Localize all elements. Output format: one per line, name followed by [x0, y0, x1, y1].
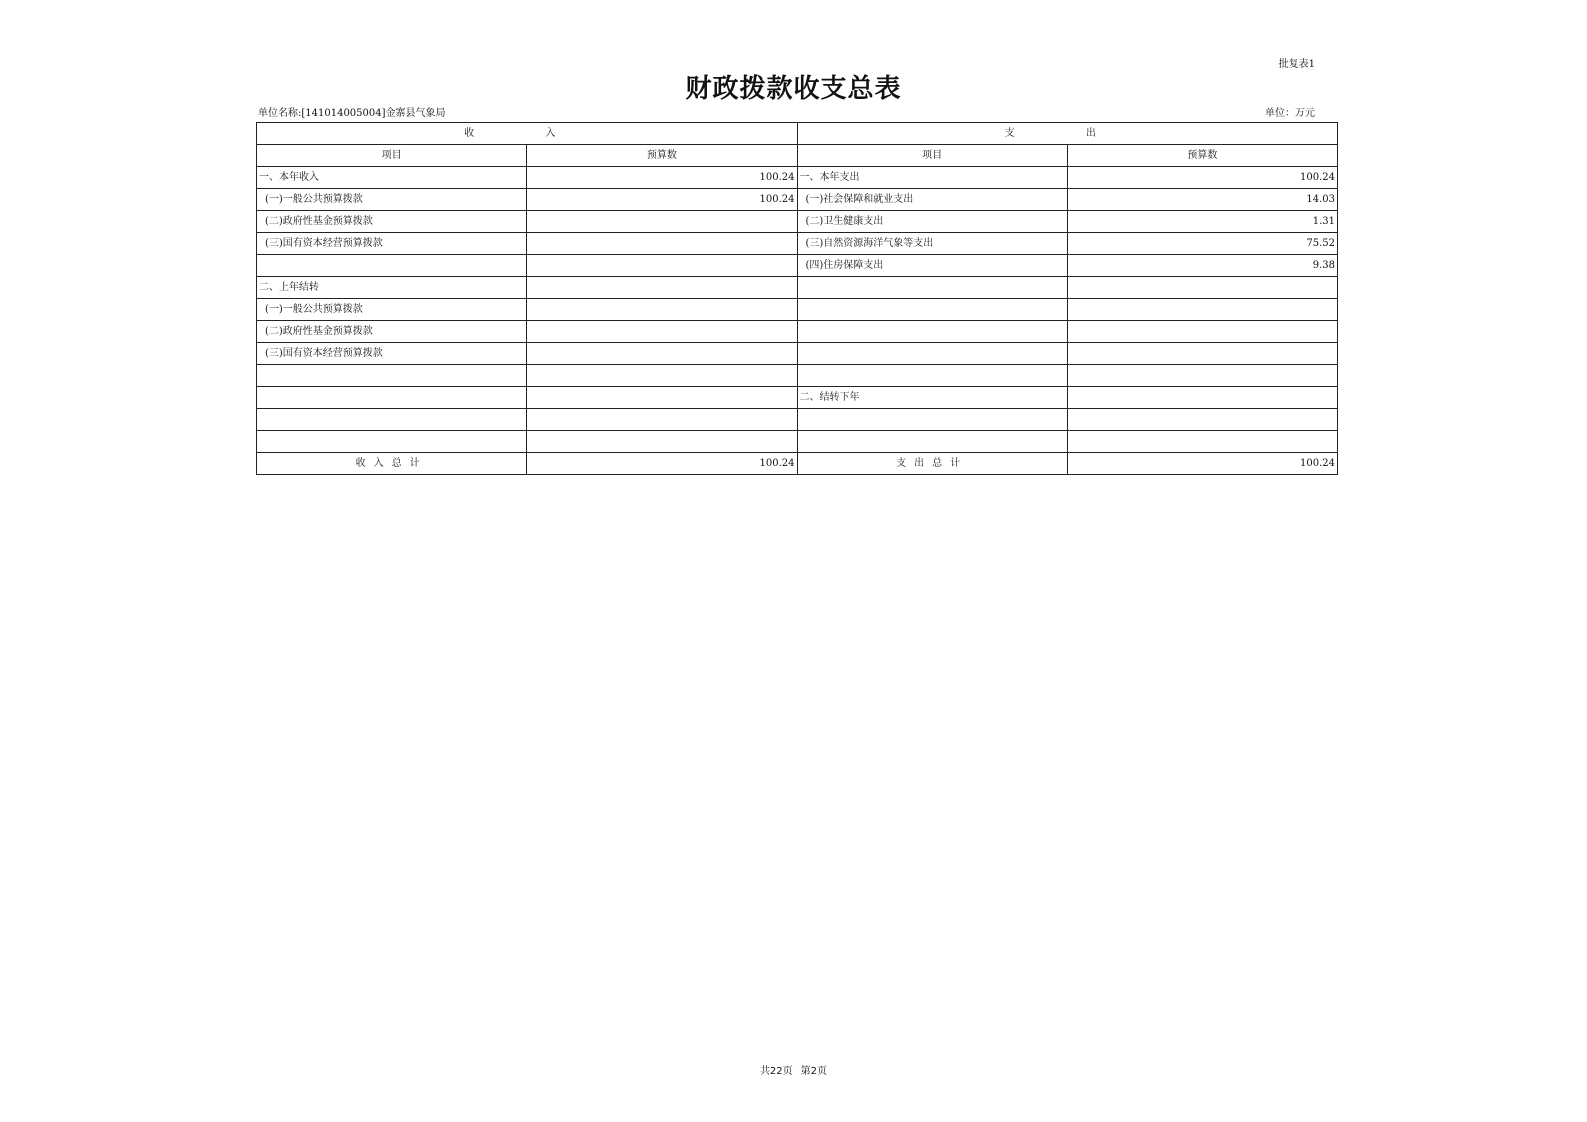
expense-value-cell — [1067, 277, 1337, 299]
expense-value-cell — [1067, 321, 1337, 343]
expense-value-cell: 9.38 — [1067, 255, 1337, 277]
expense-item-cell: (四)住房保障支出 — [797, 255, 1067, 277]
expense-item-cell — [797, 343, 1067, 365]
approval-form-label: 批复表1 — [1278, 59, 1315, 70]
income-budget-column-header: 预算数 — [527, 145, 797, 167]
income-value-cell — [527, 387, 797, 409]
expense-section-header: 支 出 — [797, 123, 1338, 145]
table-row — [257, 343, 1338, 365]
expense-item-cell — [797, 321, 1067, 343]
expense-item-cell: (一)社会保障和就业支出 — [797, 189, 1067, 211]
column-header-row — [257, 145, 1338, 167]
income-item-cell: (一)一般公共预算拨款 — [257, 189, 527, 211]
table-row — [257, 233, 1338, 255]
income-value-cell — [527, 299, 797, 321]
table-row — [257, 277, 1338, 299]
table-row — [257, 167, 1338, 189]
income-item-cell — [257, 255, 527, 277]
table-row — [257, 189, 1338, 211]
table-row — [257, 409, 1338, 431]
expense-item-cell: 二、结转下年 — [797, 387, 1067, 409]
expense-value-cell — [1067, 299, 1337, 321]
total-pages: 共22页 — [759, 1066, 793, 1077]
unit-measure: 单位：万元 — [1265, 108, 1315, 119]
income-item-cell — [257, 387, 527, 409]
totals-row — [257, 453, 1338, 475]
income-item-cell — [257, 365, 527, 387]
expense-value-cell: 100.24 — [1067, 167, 1337, 189]
expense-item-cell — [797, 277, 1067, 299]
income-item-cell: 二、上年结转 — [257, 277, 527, 299]
table-row — [257, 321, 1338, 343]
income-item-column-header: 项目 — [257, 145, 527, 167]
table-row — [257, 365, 1338, 387]
income-item-cell: (二)政府性基金预算拨款 — [257, 211, 527, 233]
section-header-row — [257, 123, 1338, 145]
income-value-cell — [527, 233, 797, 255]
expense-item-cell: (二)卫生健康支出 — [797, 211, 1067, 233]
income-total-label: 收入总计 — [257, 453, 527, 475]
income-item-cell: 一、本年收入 — [257, 167, 527, 189]
income-value-cell — [527, 321, 797, 343]
page-footer — [0, 1066, 1587, 1078]
income-item-cell — [257, 409, 527, 431]
income-value-cell — [527, 277, 797, 299]
income-value-cell — [527, 409, 797, 431]
income-section-header: 收 入 — [257, 123, 798, 145]
unit-name: 单位名称:[141014005004]金寨县气象局 — [258, 108, 446, 119]
income-item-cell: (二)政府性基金预算拨款 — [257, 321, 527, 343]
expense-value-cell — [1067, 431, 1337, 453]
expense-item-cell: (三)自然资源海洋气象等支出 — [797, 233, 1067, 255]
expense-item-cell — [797, 409, 1067, 431]
expense-item-column-header: 项目 — [797, 145, 1067, 167]
expense-value-cell: 1.31 — [1067, 211, 1337, 233]
expense-item-cell — [797, 299, 1067, 321]
expense-value-cell: 75.52 — [1067, 233, 1337, 255]
current-page: 第2页 — [800, 1066, 828, 1077]
income-value-cell — [527, 365, 797, 387]
income-item-cell: (三)国有资本经营预算拨款 — [257, 233, 527, 255]
table-row — [257, 431, 1338, 453]
expense-value-cell — [1067, 409, 1337, 431]
page-title: 财政拨款收支总表 — [685, 74, 902, 104]
table-row — [257, 387, 1338, 409]
expense-value-cell — [1067, 343, 1337, 365]
income-item-cell — [257, 431, 527, 453]
expense-value-cell: 14.03 — [1067, 189, 1337, 211]
income-value-cell — [527, 255, 797, 277]
expense-value-cell — [1067, 387, 1337, 409]
table-row — [257, 299, 1338, 321]
expense-value-cell — [1067, 365, 1337, 387]
income-value-cell: 100.24 — [527, 189, 797, 211]
table-row — [257, 255, 1338, 277]
expense-budget-column-header: 预算数 — [1067, 145, 1337, 167]
table-row — [257, 211, 1338, 233]
income-value-cell — [527, 343, 797, 365]
income-value-cell — [527, 431, 797, 453]
budget-summary-table — [256, 122, 1338, 475]
expense-item-cell: 一、本年支出 — [797, 167, 1067, 189]
income-total-value: 100.24 — [527, 453, 797, 475]
expense-total-label: 支出总计 — [797, 453, 1067, 475]
expense-item-cell — [797, 431, 1067, 453]
expense-total-value: 100.24 — [1067, 453, 1337, 475]
income-value-cell: 100.24 — [527, 167, 797, 189]
expense-item-cell — [797, 365, 1067, 387]
income-item-cell: (三)国有资本经营预算拨款 — [257, 343, 527, 365]
income-item-cell: (一)一般公共预算拨款 — [257, 299, 527, 321]
income-value-cell — [527, 211, 797, 233]
